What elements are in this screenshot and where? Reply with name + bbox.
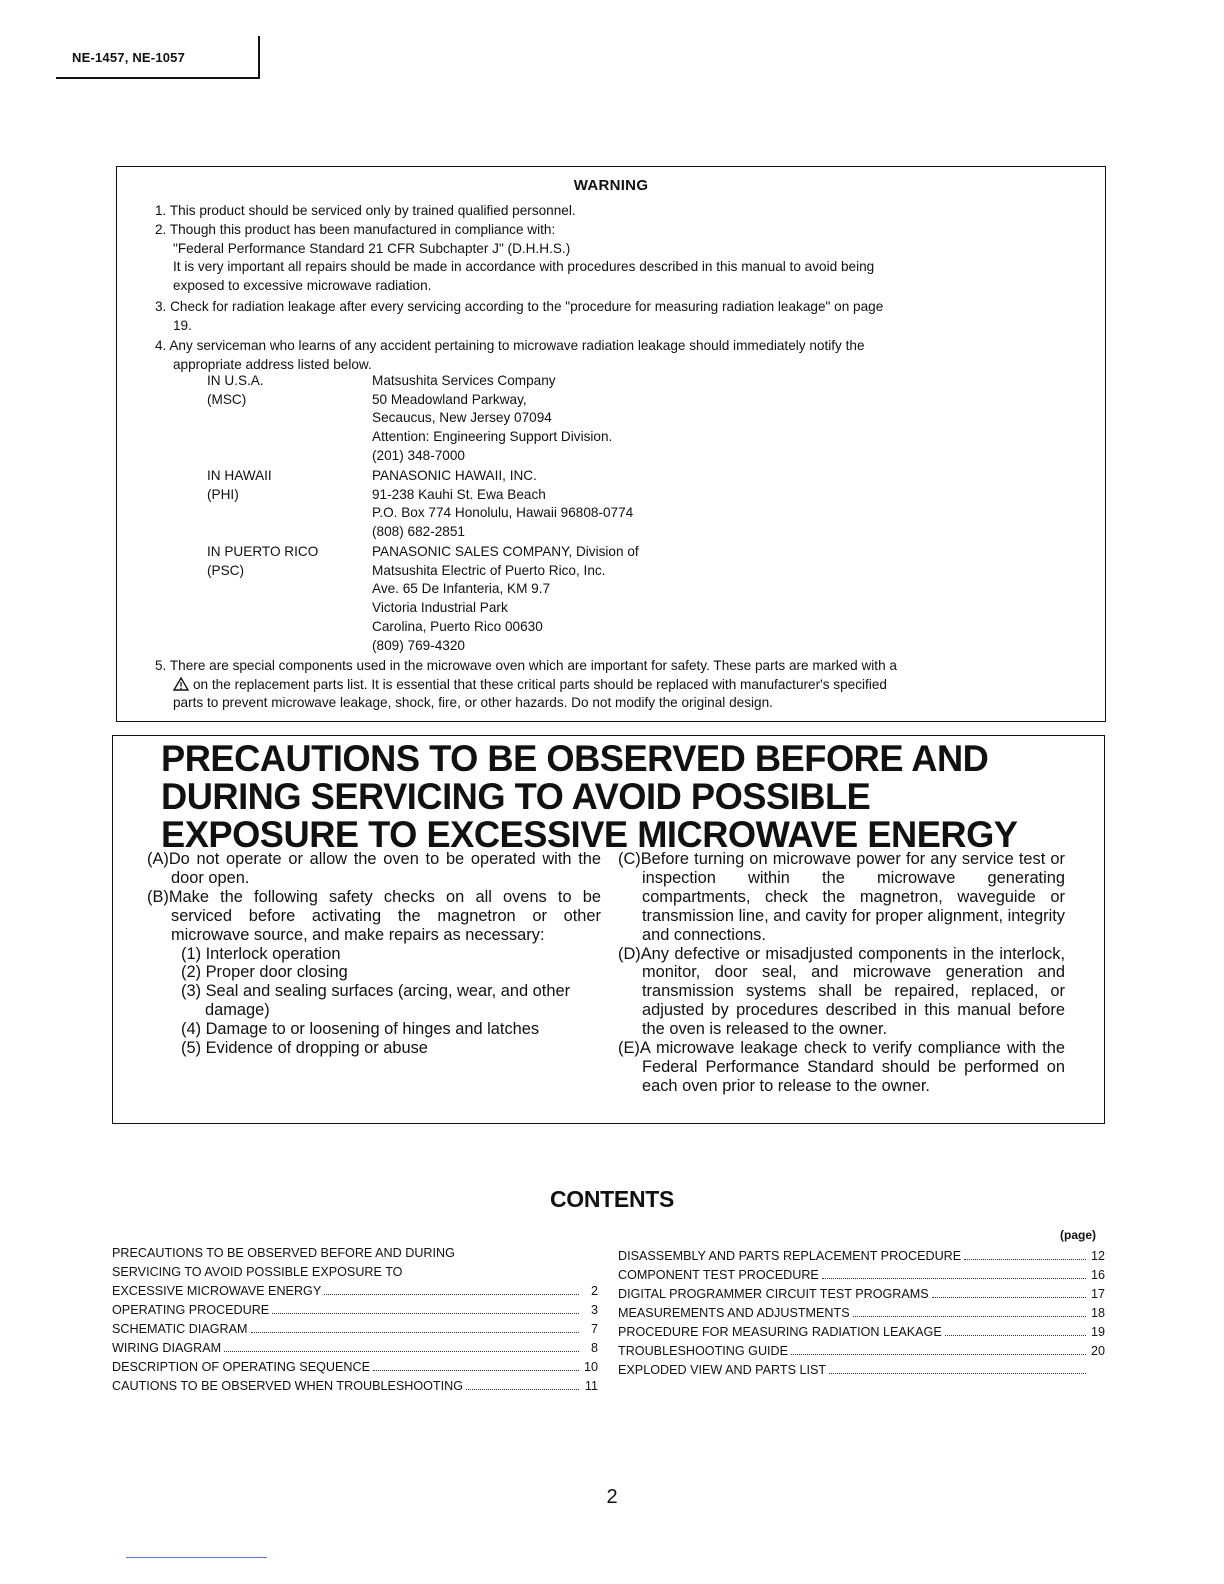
toc-entry-title: DISASSEMBLY AND PARTS REPLACEMENT PROCEDURE [618, 1249, 962, 1263]
precaution-d: (D)Any defective or misadjusted components in the interlock, monitor, door seal, and microwave generation and transmission systems shall be repaired, replaced, or adjusted by procedures described in this manual before the oven is released to the owner. [618, 944, 1065, 1039]
toc-entry[interactable] [618, 1285, 1105, 1304]
safety-check-item: (3) Seal and sealing surfaces (arcing, wear, and other damage) [181, 982, 571, 1020]
address-lines: Matsushita Services Company 50 Meadowland Parkway, Secaucus, New Jersey 07094 Attention: Engineering Support Division. (201) 348-7000 [372, 373, 613, 463]
warning-item-3-line: 3. Check for radiation leakage after every servicing according to the "procedure for measuring radiation leakage" on page [155, 299, 884, 314]
toc-entry-title: OPERATING PROCEDURE [112, 1303, 270, 1317]
toc-leader-dots [853, 1316, 1086, 1317]
warning-item-3-line: 19. [173, 317, 192, 333]
contents-title: CONTENTS [549, 1186, 675, 1212]
toc-entry-title: MEASUREMENTS AND ADJUSTMENTS [618, 1306, 850, 1320]
precaution-e: (E)A microwave leakage check to verify compliance with the Federal Performance Standard should be performed on each oven prior to release to the owner. [618, 1039, 1065, 1095]
toc-entry-page: 20 [1090, 1344, 1105, 1358]
address-lines: PANASONIC HAWAII, INC. 91-238 Kauhi St. Ewa Beach P.O. Box 774 Honolulu, Hawaii 96808-0774 (808) 682-2851 [372, 468, 634, 540]
warning-box [116, 166, 1106, 722]
toc-leader-dots [822, 1278, 1086, 1279]
toc-entry-title: DESCRIPTION OF OPERATING SEQUENCE [112, 1360, 370, 1374]
toc-entry-title: PROCEDURE FOR MEASURING RADIATION LEAKAGE [618, 1325, 942, 1339]
model-number: NE-1457, NE-1057 [72, 50, 186, 65]
warning-item-1-text: 1. This product should be serviced only by trained qualified personnel. [155, 203, 576, 218]
address-label: IN HAWAII (PHI) [207, 468, 272, 502]
toc-entry[interactable] [112, 1301, 598, 1320]
warning-item-3 [155, 298, 1071, 335]
warning-item-4-line: appropriate address listed below. [173, 356, 372, 372]
contents-right-column [618, 1247, 1105, 1380]
warning-item-4-line: 4. Any serviceman who learns of any accident pertaining to microwave radiation leakage should immediately notify the [155, 338, 865, 353]
toc-entry-title: EXPLODED VIEW AND PARTS LIST [618, 1363, 827, 1377]
toc-entry-page: 7 [590, 1322, 598, 1336]
toc-entry-page: 18 [1090, 1306, 1105, 1320]
toc-entry[interactable] [112, 1339, 598, 1358]
warning-item-2-line: It is very important all repairs should be made in accordance with procedures described in this manual to avoid being [173, 259, 875, 275]
warning-item-1 [155, 202, 1071, 221]
header-underline [56, 77, 260, 79]
toc-leader-dots [324, 1294, 579, 1295]
toc-entry-page: 10 [583, 1360, 598, 1374]
toc-entry-page: 2 [590, 1284, 598, 1298]
toc-entry[interactable] [618, 1266, 1105, 1285]
warning-item-5-line: parts to prevent microwave leakage, shock, fire, or other hazards. Do not modify the original design. [173, 695, 773, 711]
toc-entry-page: 12 [1090, 1249, 1105, 1263]
toc-entry[interactable] [112, 1320, 598, 1339]
toc-entry-page: 8 [590, 1341, 598, 1355]
toc-entry[interactable] [618, 1247, 1105, 1266]
toc-leader-dots [791, 1354, 1086, 1355]
toc-entry-title: DIGITAL PROGRAMMER CIRCUIT TEST PROGRAMS [618, 1287, 929, 1301]
page-number: 2 [606, 1486, 618, 1508]
contents-left-column [112, 1244, 598, 1396]
safety-check-item: (2) Proper door closing [181, 963, 348, 982]
toc-entry-page: 11 [584, 1379, 598, 1393]
toc-entry-title: EXCESSIVE MICROWAVE ENERGY [112, 1284, 322, 1298]
toc-entry-title: COMPONENT TEST PROCEDURE [618, 1268, 819, 1282]
warning-item-2 [155, 221, 1071, 296]
toc-leader-dots [251, 1332, 579, 1333]
toc-leader-dots [224, 1351, 579, 1352]
warning-item-5-line: on the replacement parts list. It is essential that these critical parts should be replaced with manufacturer's specified [155, 676, 1071, 695]
caution-triangle-icon [173, 677, 189, 691]
toc-entry-page: 17 [1090, 1287, 1105, 1301]
toc-entry-text: PRECAUTIONS TO BE OBSERVED BEFORE AND DURING [112, 1246, 455, 1260]
toc-leader-dots [945, 1335, 1086, 1336]
precautions-left-column [147, 850, 601, 1058]
safety-check-item: (1) Interlock operation [181, 944, 341, 963]
precaution-b: (B)Make the following safety checks on all ovens to be serviced before activating the magnetron or other microwave source, and make repairs as necessary: [147, 887, 601, 944]
safety-check-item: (5) Evidence of dropping or abuse [181, 1039, 428, 1058]
toc-leader-dots [466, 1389, 579, 1390]
warning-title: WARNING [573, 177, 649, 194]
warning-item-2-line: exposed to excessive microwave radiation. [173, 278, 432, 294]
address-hawaii [117, 467, 1105, 547]
address-label: IN PUERTO RICO (PSC) [207, 544, 319, 578]
precautions-right-column [618, 850, 1065, 1096]
toc-leader-dots [932, 1297, 1086, 1298]
address-usa [117, 372, 1105, 472]
toc-leader-dots [964, 1259, 1086, 1260]
toc-entry-title: WIRING DIAGRAM [112, 1341, 222, 1355]
warning-item-5 [155, 657, 1071, 713]
page-column-label: (page) [1060, 1228, 1096, 1242]
toc-entry[interactable] [618, 1323, 1105, 1342]
precautions-title: PRECAUTIONS TO BE OBSERVED BEFORE AND DURING SERVICING TO AVOID POSSIBLE EXPOSURE TO EXCESSIVE MICROWAVE ENERGY [161, 738, 1018, 855]
toc-entry[interactable] [112, 1282, 598, 1301]
header-divider [258, 36, 260, 78]
toc-leader-dots [272, 1313, 579, 1314]
precautions-box [112, 735, 1105, 1124]
toc-entry-title: SCHEMATIC DIAGRAM [112, 1322, 248, 1336]
toc-leader-dots [373, 1370, 579, 1371]
warning-item-2-line: "Federal Performance Standard 21 CFR Subchapter J" (D.H.H.S.) [173, 240, 571, 256]
toc-entry[interactable] [618, 1342, 1105, 1361]
address-lines: PANASONIC SALES COMPANY, Division of Matsushita Electric of Puerto Rico, Inc. Ave. 65 De Infanteria, KM 9.7 Victoria Industrial Park Carolina, Puerto Rico 00630 (809) 769-4320 [372, 544, 639, 653]
toc-entry-title: CAUTIONS TO BE OBSERVED WHEN TROUBLESHOOTING [112, 1379, 464, 1393]
address-puerto-rico [117, 543, 1105, 658]
toc-entry[interactable] [618, 1304, 1105, 1323]
address-label: IN U.S.A. (MSC) [207, 373, 264, 407]
warning-item-4 [155, 337, 1071, 374]
precaution-a: (A)Do not operate or allow the oven to be operated with the door open. [147, 850, 601, 887]
safety-check-item: (4) Damage to or loosening of hinges and latches [181, 1020, 540, 1039]
warning-item-2-line: 2. Though this product has been manufactured in compliance with: [155, 222, 556, 237]
toc-entry[interactable] [618, 1361, 1105, 1380]
toc-entry-text: SERVICING TO AVOID POSSIBLE EXPOSURE TO [112, 1265, 403, 1279]
toc-entry-page: 16 [1090, 1268, 1105, 1282]
toc-entry-page: 3 [590, 1303, 598, 1317]
toc-entry-title: TROUBLESHOOTING GUIDE [618, 1344, 789, 1358]
toc-entry[interactable] [112, 1358, 598, 1377]
footer-rule [126, 1557, 267, 1558]
precaution-c: (C)Before turning on microwave power for any service test or inspection within the microwave generating compartments, check the magnetron, waveguide or transmission line, and cavity for proper alignment, integrity and connections. [618, 850, 1065, 944]
toc-entry[interactable] [112, 1377, 598, 1396]
toc-leader-dots [829, 1373, 1086, 1374]
toc-entry-page: 19 [1090, 1325, 1105, 1339]
warning-item-5-line: 5. There are special components used in the microwave oven which are important for safety. These parts are marked with a [155, 658, 897, 673]
